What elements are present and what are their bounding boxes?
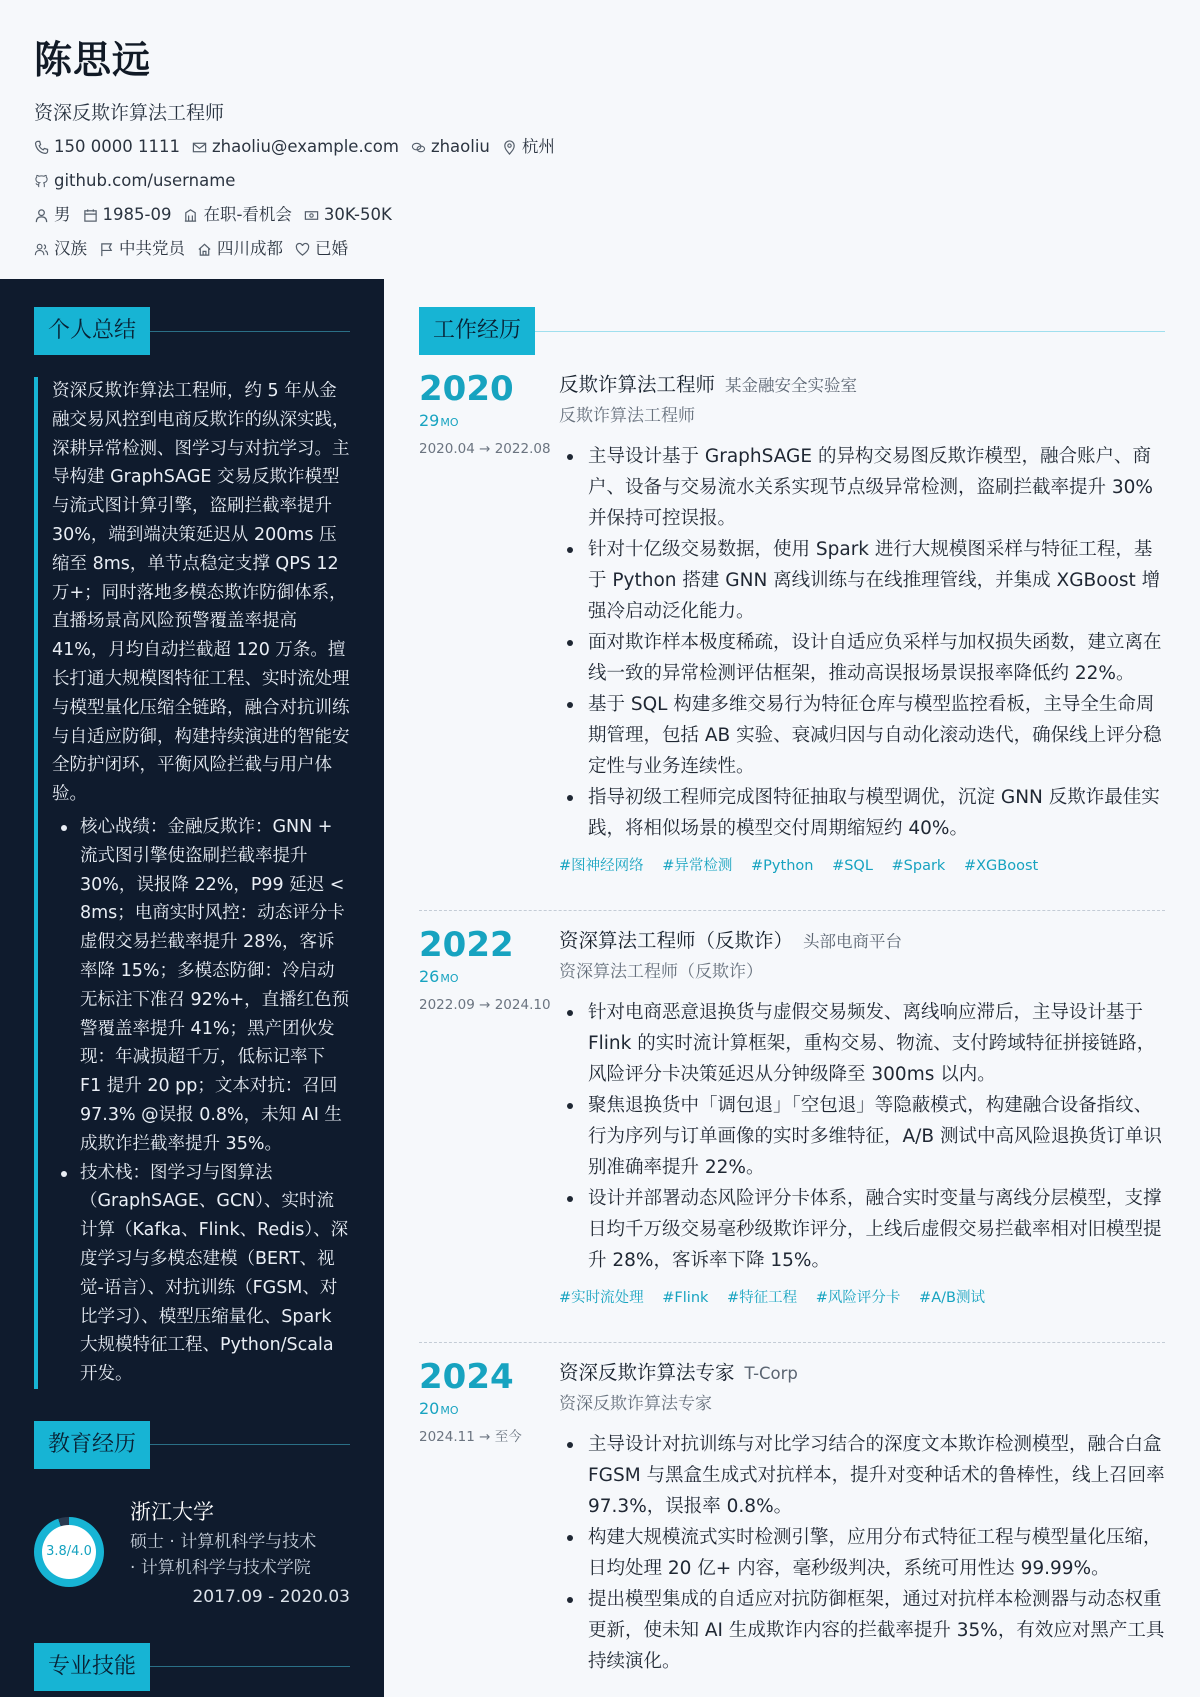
personal-row-1 [34, 198, 1166, 232]
school-name: 浙江大学 [130, 1499, 214, 1524]
job-year: 2020 [419, 369, 514, 409]
job-bullet: 聚焦退换货中「调包退」「空包退」等隐蔽模式，构建融合设备指纹、行为序列与订单画像的实时多维特征，A/B 测试中高风险退换货订单识别准确率提升 22%。 [559, 1090, 1165, 1183]
ethnicity-item [34, 232, 87, 266]
section-divider [150, 1666, 350, 1667]
job-dates [419, 925, 559, 1310]
politics-text: 中共党员 [119, 239, 185, 258]
phone-text: 150 0000 1111 [54, 137, 180, 156]
job-bullets [559, 997, 1165, 1276]
summary-heading [34, 307, 350, 355]
role-title: 资深反欺诈算法专家 [559, 1361, 735, 1384]
job-duration [419, 1397, 559, 1421]
wechat-item [411, 130, 490, 164]
education-dates: 2017.09 - 2020.03 [192, 1586, 350, 1607]
gpa-value: 3.8/4.0 [42, 1525, 96, 1579]
job-duration [419, 965, 559, 989]
summary-label: 个人总结 [34, 307, 150, 355]
tag: #Python [751, 858, 814, 874]
work-label: 工作经历 [419, 307, 535, 355]
college-text: · 计算机科学与技术学院 [130, 1557, 311, 1578]
education-heading [34, 1421, 350, 1469]
job-tags [559, 854, 1165, 878]
money-icon [304, 208, 319, 223]
job-bullet: 基于 SQL 构建多维交易行为特征仓库与模型监控看板，主导全生命周期管理，包括 AB 实验、衰减归因与自动化滚动迭代，确保线上评分稳定性与业务连续性。 [559, 689, 1165, 782]
candidate-name: 陈思远 [34, 38, 152, 82]
summary-block [34, 377, 350, 1389]
job-subtitle: 资深算法工程师（反欺诈） [559, 962, 763, 982]
flag-icon [99, 242, 114, 257]
main-content [419, 279, 1165, 1697]
city-text: 杭州 [521, 137, 555, 156]
mail-icon [192, 140, 207, 155]
contact-row [34, 130, 1166, 164]
home-icon [197, 242, 212, 257]
job-bullets [559, 441, 1165, 844]
github-row [34, 164, 1166, 198]
job-range: 2024.11 → 至今 [419, 1429, 522, 1445]
job-bullet: 提出模型集成的自适应对抗防御框架，通过对抗样本检测器与动态权重更新，使未知 AI 生成欺诈内容的拦截率提升 35%，有效应对黑产工具持续演化。 [559, 1584, 1165, 1677]
job-bullet: 面对欺诈样本极度稀疏，设计自适应负采样与加权损失函数，建立离在线一致的异常检测评估框架，推动高误报场景误报率降低约 22%。 [559, 627, 1165, 689]
job-bullets [559, 1429, 1165, 1677]
location-pin-icon [502, 140, 517, 155]
tag: #Flink [662, 1290, 709, 1306]
tag: #图神经网络 [559, 858, 644, 874]
summary-points [52, 813, 350, 1389]
gender-text: 男 [54, 205, 71, 224]
job-dates [419, 369, 559, 878]
job-divider [419, 1342, 1165, 1343]
salary-item [304, 198, 392, 232]
status-item [183, 198, 291, 232]
skills-heading [34, 1643, 350, 1691]
calendar-icon [83, 208, 98, 223]
birth-text: 1985-09 [102, 205, 172, 224]
tag: #A/B测试 [919, 1290, 985, 1306]
job-range: 2022.09 → 2024.10 [419, 997, 551, 1013]
marital-item [295, 232, 348, 266]
building-icon [183, 208, 198, 223]
job-bullet: 主导设计对抗训练与对比学习结合的深度文本欺诈检测模型，融合白盒 FGSM 与黑盒生成式对抗样本，提升对变种话术的鲁棒性，线上召回率 97.3%，误报率 0.8%。 [559, 1429, 1165, 1522]
job-range: 2020.04 → 2022.08 [419, 441, 551, 457]
salary-text: 30K-50K [323, 205, 392, 224]
politics-item [99, 232, 185, 266]
status-text: 在职-看机会 [203, 205, 292, 224]
hometown-text: 四川成都 [217, 239, 283, 258]
github-item[interactable] [34, 164, 235, 198]
duration-value: 20 [419, 1399, 440, 1418]
job-detail [559, 925, 1165, 1310]
job-entry [419, 369, 1165, 878]
city-item [502, 130, 555, 164]
job-detail [559, 1357, 1165, 1677]
job-role [559, 1357, 1165, 1389]
job-role [559, 369, 1165, 401]
job-bullet: 主导设计基于 GraphSAGE 的异构交易图反欺诈模型，融合账户、商户、设备与交易流水关系实现节点级异常检测，盗刷拦截率提升 30% 并保持可控误报。 [559, 441, 1165, 534]
tag: #SQL [832, 858, 873, 874]
summary-point: 技术栈：图学习与图算法（GraphSAGE、GCN）、实时流计算（Kafka、Flink、Redis）、深度学习与多模态建模（BERT、视觉-语言）、对抗训练（FGSM、对比学习）、模型压缩量化、Spark 大规模特征工程、Python/Scala 开发。 [52, 1159, 350, 1389]
wechat-icon [411, 140, 426, 155]
job-divider [419, 910, 1165, 911]
section-divider [150, 331, 350, 332]
phone-icon [34, 140, 49, 155]
job-dates [419, 1357, 559, 1677]
company-name: 某金融安全实验室 [725, 376, 858, 395]
duration-value: 26 [419, 967, 440, 986]
marital-text: 已婚 [315, 239, 348, 258]
email-text: zhaoliu@example.com [211, 137, 399, 156]
tag: #风险评分卡 [815, 1290, 901, 1306]
duration-value: 29 [419, 411, 440, 430]
company-name: 头部电商平台 [803, 932, 903, 951]
job-year: 2024 [419, 1357, 514, 1397]
email-item[interactable] [192, 130, 399, 164]
wechat-text: zhaoliu [430, 137, 490, 156]
work-heading [419, 307, 1165, 355]
job-detail [559, 369, 1165, 878]
duration-unit: MO [440, 1404, 459, 1417]
job-entry [419, 925, 1165, 1310]
summary-point: 核心战绩：金融反欺诈：GNN + 流式图引擎使盗刷拦截率提升 30%，误报降 22%，P99 延迟 < 8ms；电商实时风控：动态评分卡虚假交易拦截率提升 28%，客诉率降 15%；多模态防御：冷启动无标注下准召 92%+，直播红色预警覆盖率提升 41%；黑产团伙发现：年减损超千万，低标记率下 F1 提升 20 pp；文本对抗：召回 97.3% @误报 0.8%，未知 AI 生成欺诈拦截率提升 35%。 [52, 813, 350, 1159]
tag: #异常检测 [662, 858, 733, 874]
github-text: github.com/username [54, 171, 236, 190]
heart-icon [295, 242, 310, 257]
people-icon [34, 242, 49, 257]
section-divider [150, 1444, 350, 1445]
job-tags [559, 1286, 1165, 1310]
section-divider [535, 331, 1165, 332]
tag: #特征工程 [727, 1290, 798, 1306]
education-label: 教育经历 [34, 1421, 150, 1469]
job-entry [419, 1357, 1165, 1677]
job-bullet: 针对电商恶意退换货与虚假交易频发、离线响应滞后，主导设计基于 Flink 的实时流计算框架，重构交易、物流、支付跨域特征拼接链路，风险评分卡决策延迟从分钟级降至 300ms 以内。 [559, 997, 1165, 1090]
education-entry [34, 1495, 350, 1615]
sidebar [0, 279, 384, 1697]
degree-text: 硕士 · 计算机科学与技术 [130, 1531, 317, 1552]
birth-item [83, 198, 172, 232]
person-icon [34, 208, 49, 223]
skills-label: 专业技能 [34, 1643, 150, 1691]
job-year: 2022 [419, 925, 514, 965]
job-subtitle: 反欺诈算法工程师 [559, 406, 695, 426]
role-title: 反欺诈算法工程师 [559, 373, 716, 396]
job-bullet: 设计并部署动态风险评分卡体系，融合实时变量与离线分层模型，支撑日均千万级交易毫秒级欺诈评分，上线后虚假交易拦截率相对旧模型提升 28%，客诉率下降 15%。 [559, 1183, 1165, 1276]
job-bullet: 构建大规模流式实时检测引擎，应用分布式特征工程与模型量化压缩，日均处理 20 亿+ 内容，毫秒级判决，系统可用性达 99.99%。 [559, 1522, 1165, 1584]
job-duration [419, 409, 559, 433]
hometown-item [197, 232, 283, 266]
resume-header [0, 0, 1200, 279]
ethnicity-text: 汉族 [54, 239, 87, 258]
job-bullet: 指导初级工程师完成图特征抽取与模型调优，沉淀 GNN 反欺诈最佳实践，将相似场景的模型交付周期缩短约 40%。 [559, 782, 1165, 844]
job-bullet: 针对十亿级交易数据，使用 Spark 进行大规模图采样与特征工程，基于 Python 搭建 GNN 离线训练与在线推理管线，并集成 XGBoost 增强冷启动泛化能力。 [559, 534, 1165, 627]
candidate-title: 资深反欺诈算法工程师 [34, 102, 225, 124]
role-title: 资深算法工程师（反欺诈） [559, 929, 794, 952]
job-subtitle: 资深反欺诈算法专家 [559, 1394, 712, 1414]
github-icon [34, 174, 49, 189]
duration-unit: MO [440, 416, 459, 429]
personal-row-2 [34, 232, 1166, 266]
tag: #实时流处理 [559, 1290, 644, 1306]
company-name: T-Corp [744, 1364, 798, 1383]
gender-item [34, 198, 71, 232]
gpa-ring [34, 1517, 104, 1587]
tag: #Spark [891, 858, 946, 874]
tag: #XGBoost [963, 858, 1039, 874]
summary-text: 资深反欺诈算法工程师，约 5 年从金融交易风控到电商反欺诈的纵深实践，深耕异常检测、图学习与对抗学习。主导构建 GraphSAGE 交易反欺诈模型与流式图计算引擎，盗刷拦截率提升 30%，端到端决策延迟从 200ms 压缩至 8ms，单节点稳定支撑 QPS 12 万+；同时落地多模态欺诈防御体系，直播场景高风险预警覆盖率提高 41%，月均自动拦截超 120 万条。擅长打通大规模图特征工程、实时流处理与模型量化压缩全链路，融合对抗训练与自适应防御，构建持续演进的智能安全防护闭环，平衡风险拦截与用户体验。 [52, 381, 350, 805]
job-role [559, 925, 1165, 957]
phone-item [34, 130, 180, 164]
duration-unit: MO [440, 972, 459, 985]
